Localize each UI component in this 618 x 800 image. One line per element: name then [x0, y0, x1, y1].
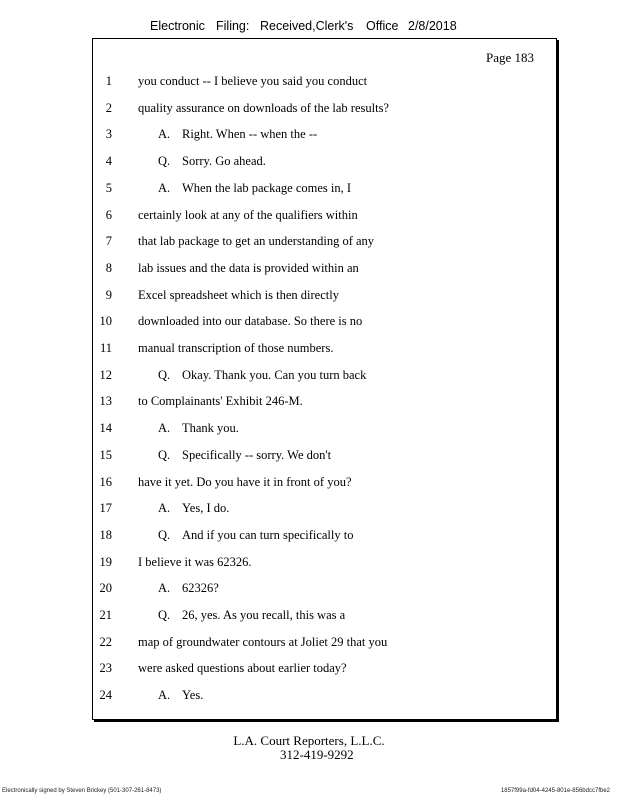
line-text: [138, 314, 362, 329]
line-text: [158, 448, 331, 463]
transcript-line: [92, 528, 555, 548]
line-text: [158, 581, 219, 596]
line-number: 12: [99, 367, 112, 382]
testimony-text: Okay. Thank you. Can you turn back: [182, 367, 367, 382]
header-received: Received,Clerk's: [260, 19, 354, 33]
testimony-text: Specifically -- sorry. We don't: [182, 447, 332, 462]
transcript-line: [92, 448, 555, 468]
transcript-line: [92, 688, 555, 708]
testimony-text: you conduct -- I believe you said you conduct: [138, 74, 368, 88]
testimony-text: Yes, I do.: [182, 501, 230, 516]
transcript-line: [92, 661, 555, 681]
filing-header: [0, 19, 618, 37]
line-text: [158, 181, 351, 196]
transcript-line: [92, 101, 555, 121]
line-number: 4: [105, 154, 112, 169]
testimony-text: manual transcription of those numbers.: [138, 341, 334, 355]
transcript-line: [92, 394, 555, 414]
speaker-label: Q.: [158, 367, 171, 382]
transcript-line: [92, 581, 555, 601]
line-number: 5: [105, 180, 112, 195]
testimony-text: that lab package to get an understanding of any: [138, 234, 375, 249]
speaker-label: Q.: [158, 447, 171, 462]
transcript-line: [92, 127, 555, 147]
testimony-text: certainly look at any of the qualifiers within: [138, 207, 358, 222]
electronic-signature: Electronically signed by Steven Brickey (501-307-261-8473): [2, 788, 162, 794]
testimony-text: I believe it was 62326.: [138, 554, 252, 569]
speaker-label: Q.: [158, 527, 171, 542]
testimony-text: to Complainants' Exhibit 246-M.: [138, 394, 303, 409]
line-number: 15: [99, 447, 112, 462]
line-text: [158, 688, 203, 703]
transcript-line: [92, 234, 555, 254]
line-number: 1: [105, 74, 112, 88]
line-number: 22: [99, 634, 112, 649]
line-text: [138, 208, 358, 223]
speaker-label: A.: [158, 581, 171, 596]
line-number: 7: [105, 234, 112, 249]
testimony-text: Thank you.: [182, 421, 239, 436]
court-reporter-phone: 312-419-9292: [280, 747, 354, 762]
line-text: [138, 635, 387, 650]
header-date: 2/8/2018: [408, 19, 457, 33]
line-text: [138, 234, 374, 249]
line-text: [138, 394, 303, 409]
line-number: 23: [99, 661, 112, 676]
speaker-label: A.: [158, 127, 171, 142]
line-number: 16: [99, 474, 112, 489]
line-number: 10: [99, 314, 112, 329]
line-number: 9: [105, 287, 112, 302]
transcript-line: [92, 421, 555, 441]
testimony-text: Sorry. Go ahead.: [182, 154, 266, 169]
line-text: [158, 154, 266, 169]
testimony-text: lab issues and the data is provided within an: [138, 260, 359, 275]
line-text: [138, 74, 367, 89]
testimony-text: And if you can turn specifically to: [182, 527, 354, 542]
line-number: 6: [105, 207, 112, 222]
line-text: [158, 608, 345, 623]
line-text: [138, 288, 339, 303]
testimony-text: map of groundwater contours at Joliet 29 that you: [138, 634, 388, 649]
court-reporter-name: L.A. Court Reporters, L.L.C.: [233, 733, 385, 748]
header-filing: Filing:: [216, 19, 250, 33]
header-electronic: Electronic: [150, 19, 205, 33]
testimony-text: 26, yes. As you recall, this was a: [182, 608, 346, 622]
testimony-text: quality assurance on downloads of the lab results?: [138, 100, 389, 115]
line-text: [138, 555, 252, 570]
line-number: 24: [99, 688, 112, 703]
speaker-label: A.: [158, 180, 171, 195]
transcript-line: [92, 288, 555, 308]
transcript-line: [92, 341, 555, 361]
transcript-line: [92, 181, 555, 201]
line-text: [158, 501, 229, 516]
line-text: [138, 475, 352, 490]
line-number: 2: [105, 100, 112, 115]
transcript-line: [92, 475, 555, 495]
line-text: [138, 341, 333, 356]
testimony-text: have it yet. Do you have it in front of you?: [138, 474, 352, 489]
line-number: 21: [99, 608, 112, 622]
testimony-text: When the lab package comes in, I: [182, 180, 352, 195]
testimony-text: Right. When -- when the --: [182, 127, 318, 142]
transcript-line: [92, 314, 555, 334]
page-number: Page 183: [485, 50, 534, 65]
line-number: 13: [99, 394, 112, 409]
testimony-text: were asked questions about earlier today?: [138, 661, 347, 676]
transcript-line: [92, 154, 555, 174]
testimony-text: 62326?: [182, 581, 219, 596]
line-text: [158, 528, 353, 543]
speaker-label: A.: [158, 421, 171, 436]
line-number: 11: [99, 341, 112, 355]
line-text: [158, 127, 317, 142]
transcript-line: [92, 368, 555, 388]
transcript-line: [92, 501, 555, 521]
line-number: 3: [105, 127, 112, 142]
testimony-text: Yes.: [182, 688, 204, 703]
line-number: 14: [99, 421, 112, 436]
line-number: 19: [99, 554, 112, 569]
line-number: 20: [99, 581, 112, 596]
header-office: Office: [366, 19, 399, 33]
line-text: [158, 421, 239, 436]
transcript-line: [92, 208, 555, 228]
transcript-line: [92, 74, 555, 94]
speaker-label: A.: [158, 501, 171, 516]
speaker-label: A.: [158, 688, 171, 703]
speaker-label: Q.: [158, 154, 171, 169]
line-text: [138, 101, 389, 116]
transcript-line: [92, 555, 555, 575]
testimony-text: Excel spreadsheet which is then directly: [138, 287, 339, 302]
line-text: [138, 661, 347, 676]
testimony-text: downloaded into our database. So there is no: [138, 314, 363, 329]
speaker-label: Q.: [158, 608, 171, 622]
line-text: [158, 368, 366, 383]
transcript-line: [92, 608, 555, 628]
document-id: 1857f99a-fd04-4245-801e-856bdcc7fbe2: [500, 788, 610, 794]
line-number: 17: [99, 501, 112, 516]
line-number: 18: [99, 527, 112, 542]
transcript-line: [92, 635, 555, 655]
transcript-line: [92, 261, 555, 281]
line-text: [138, 261, 359, 276]
line-number: 8: [105, 260, 112, 275]
